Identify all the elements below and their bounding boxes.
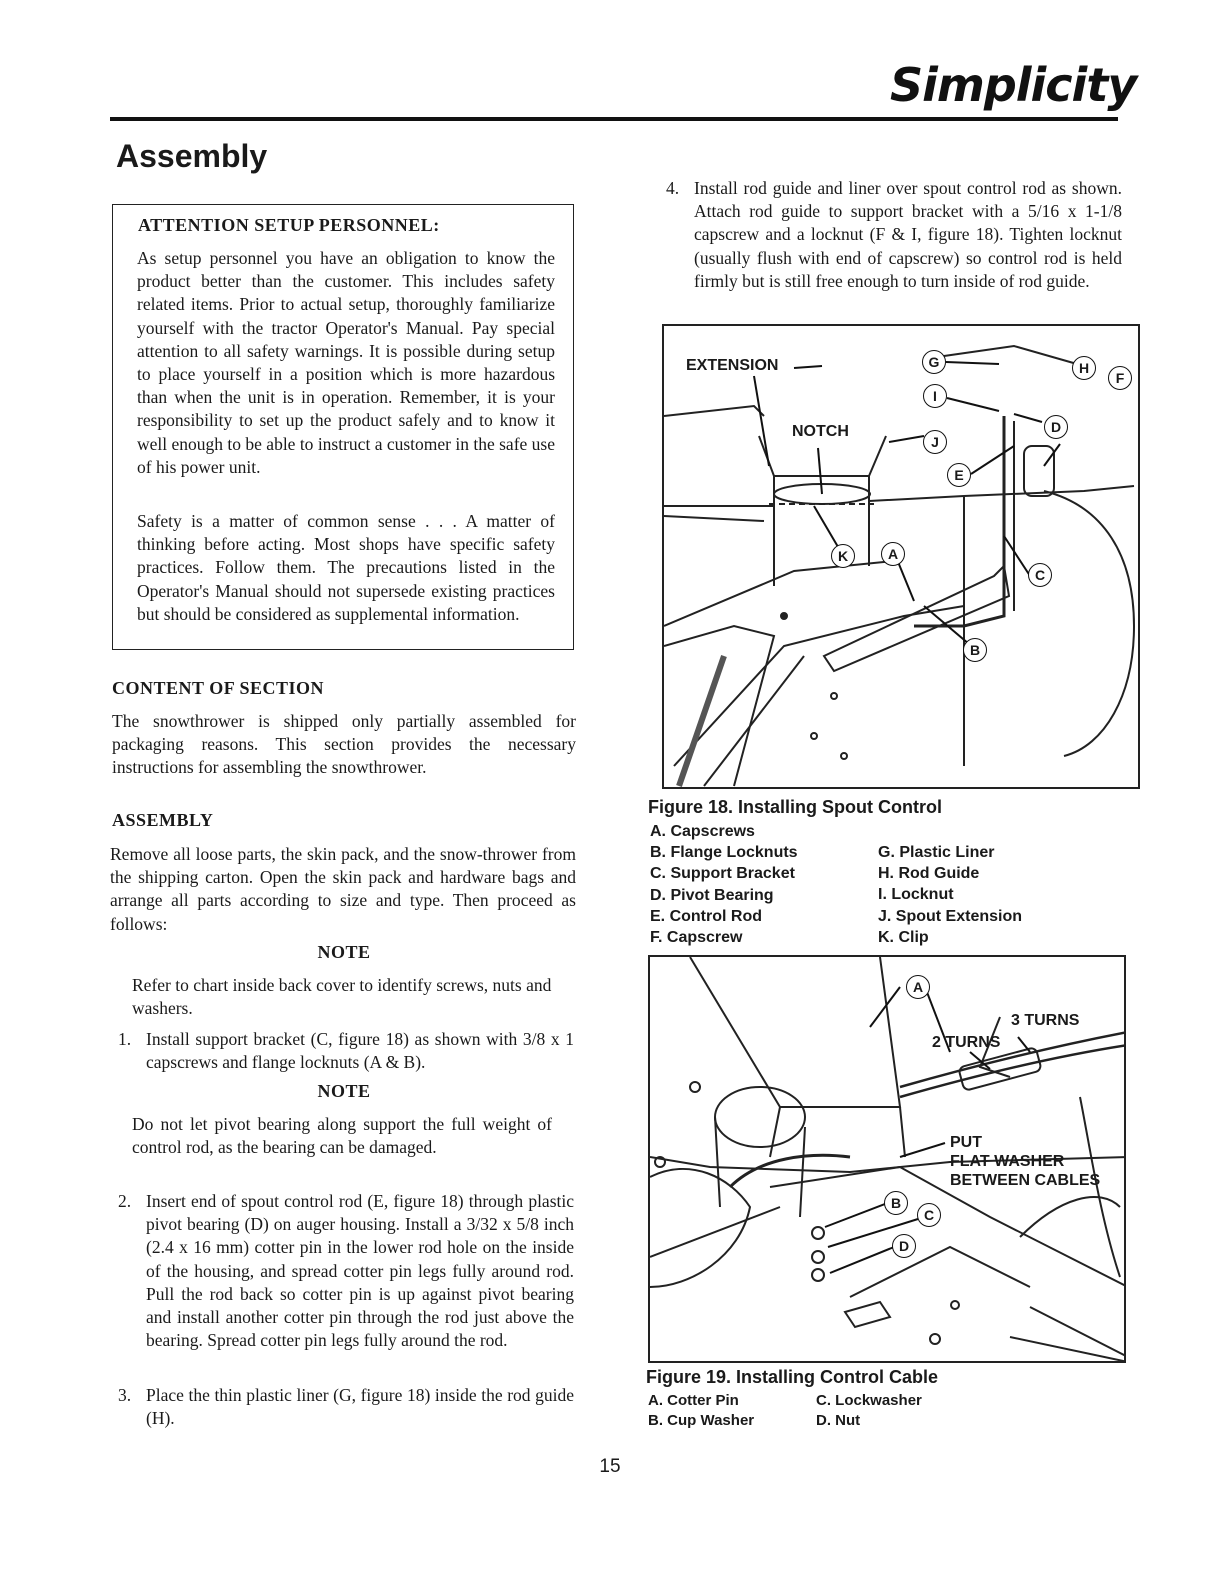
callout-d: D: [892, 1234, 916, 1258]
figure-19-legend-left: [648, 1391, 754, 1431]
legend-item: B. Cup Washer: [648, 1412, 755, 1429]
notch-label: NOTCH: [792, 423, 849, 440]
callout-j: J: [923, 430, 947, 454]
assembly-intro: Remove all loose parts, the skin pack, and the snow-thrower from the shipping carton. Open the skin pack and hardware bags and arrange all parts according to size and type. Then proceed as follows:: [110, 844, 576, 934]
legend-item: J. Spout Extension: [878, 907, 1023, 925]
step-text: Place the thin plastic liner (G, figure 18) inside the rod guide (H).: [146, 1385, 574, 1429]
page-title: Assembly: [116, 138, 268, 174]
legend-item: A. Capscrews: [650, 823, 755, 840]
legend-item: C. Support Bracket: [650, 865, 795, 883]
legend-item: K. Clip: [878, 928, 929, 946]
note-2-heading: NOTE: [317, 1081, 371, 1101]
content-text: The snowthrower is shipped only partially assembled for packaging reasons. This section provides the necessary instructions for assembling the snowthrower.: [112, 711, 576, 778]
callout-b: B: [884, 1191, 908, 1215]
legend-item: E. Control Rod: [650, 907, 762, 925]
callout-a: A: [906, 975, 930, 999]
legend-item: H. Rod Guide: [878, 865, 980, 883]
page-number: 15: [599, 1456, 621, 1477]
attention-paragraph-2: Safety is a matter of common sense . . . A matter of thinking before acting. Most shops have specific safety practices. Follow them. The precautions listed in the Operator's Manual should not supersede existing practices but should be considered as supplemental information.: [137, 511, 555, 624]
content-heading: CONTENT OF SECTION: [112, 678, 325, 698]
note-1-text: Refer to chart inside back cover to identify screws, nuts and washers.: [132, 975, 552, 1019]
step-text: Install support bracket (C, figure 18) as shown with 3/8 x 1 capscrews and flange locknuts (A & B).: [146, 1029, 574, 1073]
attention-paragraph-1: As setup personnel you have an obligation to know the product better than the customer. This includes safety related items. Prior to actual setup, thoroughly familiarize yourself with the tractor Operator's Manual. Pay special attention to all safety warnings. It is possible during setup to place yourself in a position which is more hazardous than when the unit is in operation. Remember, it is your responsibility to set up the product safely and to know it well enough to be able to instruct a customer in the safe use of his power unit.: [137, 248, 555, 477]
assembly-heading: ASSEMBLY: [112, 810, 214, 830]
three-turns-label: 3 TURNS: [1011, 1012, 1080, 1029]
callout-i: I: [923, 384, 947, 408]
figure-18-legend-right: [878, 842, 1022, 948]
legend-item: B. Flange Locknuts: [650, 844, 798, 862]
legend-item: G. Plastic Liner: [878, 844, 995, 861]
callout-b: B: [963, 638, 987, 662]
figure-19-legend-right: [816, 1391, 922, 1431]
two-turns-label: 2 TURNS: [932, 1034, 1001, 1051]
step-number: 4.: [666, 178, 680, 198]
figure-19-illustration: [648, 955, 1126, 1363]
legend-item: A. Cotter Pin: [648, 1392, 739, 1409]
callout-e: E: [947, 463, 971, 487]
legend-item: C. Lockwasher: [816, 1392, 922, 1409]
step-text: Insert end of spout control rod (E, figure 18) through plastic pivot bearing (D) on auger housing. Install a 3/32 x 5/8 inch (2.4 x 16 mm) cotter pin in the lower rod hole on the inside of the housing, and spread cotter pin legs fully around rod. Pull the rod back so cotter pin is up against pivot bearing and install another cotter pin through the rod just above the bearing. Spread cotter pin legs fully around the rod.: [146, 1191, 574, 1351]
figure-18-caption: Figure 18. Installing Spout Control: [648, 797, 943, 817]
note-1-heading: NOTE: [317, 942, 371, 962]
callout-k: K: [831, 544, 855, 568]
figure-18-illustration: [662, 324, 1140, 789]
step-2: [118, 1190, 574, 1380]
legend-item: D. Pivot Bearing: [650, 886, 774, 904]
header-rule: [110, 117, 1118, 121]
brand-logo: Simplicity: [890, 58, 1137, 112]
step-number: 2.: [118, 1191, 132, 1211]
legend-item: I. Locknut: [878, 886, 954, 904]
figure-18-legend-left: [650, 821, 798, 948]
put-label: PUT: [950, 1134, 982, 1151]
attention-heading: ATTENTION SETUP PERSONNEL:: [138, 215, 440, 235]
step-4: [666, 177, 1122, 317]
callout-d: D: [1044, 415, 1068, 439]
step-text: Install rod guide and liner over spout control rod as shown. Attach rod guide to support bracket with a 5/16 x 1-1/8 capscrew and a locknut (F & I, figure 18). Tighten locknut (usually flush with end of capscrew) so control rod is held firmly but is still free enough to turn inside of rod guide.: [694, 178, 1122, 291]
note-2-text: Do not let pivot bearing along support the full weight of control rod, as the bearing can be damaged.: [132, 1114, 552, 1158]
callout-a: A: [881, 542, 905, 566]
step-number: 1.: [118, 1029, 132, 1049]
extension-label: EXTENSION: [686, 357, 779, 374]
figure-19-caption: Figure 19. Installing Control Cable: [646, 1367, 939, 1387]
callout-c: C: [917, 1203, 941, 1227]
step-1: [118, 1028, 574, 1078]
callout-f: F: [1108, 366, 1132, 390]
callout-h: H: [1072, 356, 1096, 380]
step-number: 3.: [118, 1385, 132, 1405]
flat-washer-label: FLAT WASHER: [950, 1153, 1065, 1170]
legend-item: D. Nut: [816, 1412, 861, 1429]
step-3: [118, 1384, 574, 1434]
legend-item: F. Capscrew: [650, 929, 743, 947]
callout-g: G: [922, 350, 946, 374]
between-cables-label: BETWEEN CABLES: [950, 1172, 1101, 1189]
callout-c: C: [1028, 563, 1052, 587]
